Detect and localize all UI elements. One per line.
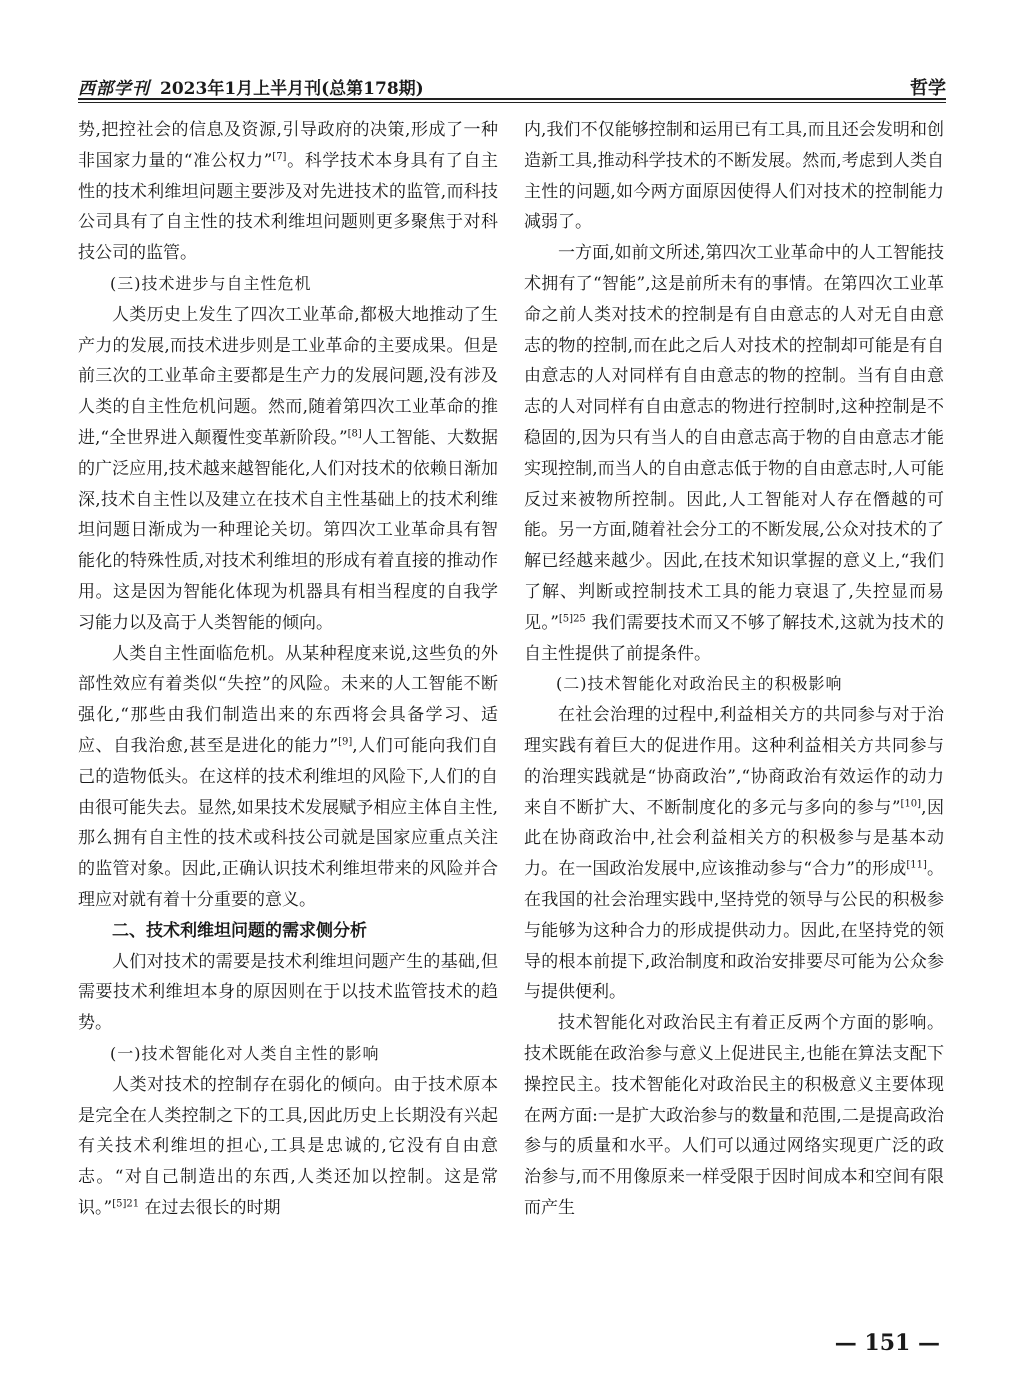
paragraph: 在社会治理的过程中,利益相关方的共同参与对于治理实践有着巨大的促进作用。这种利益相关方共同参与的治理实践就是“协商政治”,“协商政治有效运作的动力来自不断扩大、不断制度化的多元与多向的参与”[10],因此在协商政治中,社会利益相关方的积极参与是基本动力。在一国政治发展中,应该推动参与“合力”的形成[11]。在我国的社会治理实践中,坚持党的领导与公民的积极参与能够为这种合力的形成提供动力。因此,在坚持党的领导的根本前提下,政治制度和政治安排要尽可能为公众参与提供便利。 [524,705,944,1003]
citation: [7] [272,151,287,163]
header-rule [78,98,946,100]
page-number: — 151 — [834,1330,940,1356]
paragraph: 人类历史上发生了四次工业革命,都极大地推动了生产力的发展,而技术进步则是工业革命的主要成果。但是前三次的工业革命主要都是生产力的发展问题,没有涉及人类的自主性危机问题。然而,随着第四次工业革命的推进,“全世界进入颠覆性变革新阶段。”[8]人工智能、大数据的广泛应用,技术越来越智能化,人们对技术的依赖日渐加深,技术自主性以及建立在技术自主性基础上的技术利维坦问题日渐成为一种理论关切。第四次工业革命具有智能化的特殊性质,对技术利维坦的形成有着直接的推动作用。这是因为智能化体现为机器具有相当程度的自我学习能力以及高于人类智能的倾向。 [78,304,498,633]
section-name: 哲学 [910,78,946,99]
left-column [78,115,498,1224]
subsection-heading: (三)技术进步与自主性危机 [110,273,312,293]
citation: [5]21 [112,1198,140,1210]
subsection-heading: (一)技术智能化对人类自主性的影响 [110,1043,380,1063]
citation: [9] [338,736,353,748]
section-heading: 二、技术利维坦问题的需求侧分析 [112,920,367,941]
citation: [11] [906,859,927,871]
journal-logo: 西部学刊 [78,79,150,99]
paragraph: 内,我们不仅能够控制和运用已有工具,而且还会发明和创造新工具,推动科学技术的不断发展。然而,考虑到人类自主性的问题,如今两方面原因使得人们对技术的控制能力减弱了。 [524,120,944,233]
paragraph: 技术智能化对政治民主有着正反两个方面的影响。技术既能在政治参与意义上促进民主,也能在算法支配下操控民主。技术智能化对政治民主的积极意义主要体现在两方面:一是扩大政治参与的数量和范围,二是提高政治参与的质量和水平。人们可以通过网络实现更广泛的政治参与,而不用像原来一样受限于因时间成本和空间有限而产生 [524,1013,944,1218]
paragraph: 人类自主性面临危机。从某种程度来说,这些负的外部性效应有着类似“失控”的风险。未来的人工智能不断强化,“那些由我们制造出来的东西将会具备学习、适应、自我治愈,甚至是进化的能力”[9],人们可能向我们自己的造物低头。在这样的技术利维坦的风险下,人们的自由很可能失去。显然,如果技术发展赋予相应主体自主性,那么拥有自主性的技术或科技公司就是国家应重点关注的监管对象。因此,正确认识技术利维坦带来的风险并合理应对就有着十分重要的意义。 [78,643,498,910]
paragraph: 人类对技术的控制存在弱化的倾向。由于技术原本是完全在人类控制之下的工具,因此历史上长期没有兴起有关技术利维坦的担心,工具是忠诚的,它没有自由意志。“对自己制造出的东西,人类还加以控制。这是常识。”$^{[5]21}$ 在过去很长的时期 [78,1074,498,1218]
paragraph: 势,把控社会的信息及资源,引导政府的决策,形成了一种非国家力量的“准公权力”[7]。科学技术本身具有了自主性的技术利维坦问题主要涉及对先进技术的监管,而科技公司具有了自主性的技术利维坦问题则更多聚焦于对科技公司的监管。 [78,120,499,264]
header-rule-thin [78,102,946,103]
paragraph: 一方面,如前文所述,第四次工业革命中的人工智能技术拥有了“智能”,这是前所未有的事情。在第四次工业革命之前人类对技术的控制是有自由意志的人对无自由意志的物的控制,而在此之后人对技术的控制却可能是有自由意志的人对同样有自由意志的物的控制。当有自由意志的人对同样有自由意志的物进行控制时,这种控制是不稳固的,因为只有当人的自由意志高于物的自由意志才能实现控制,而当人的自由意志低于物的自由意志时,人可能反过来被物所控制。因此,人工智能对人存在僭越的可能。另一方面,随着社会分工的不断发展,公众对技术的了解已经越来越少。因此,在技术知识掌握的意义上,“我们了解、判断或控制技术工具的能力衰退了,失控显而易见。”$^{[5]25}$ 我们需要技术而又不够了解技术,这就为技术的自主性提供了前提条件。 [524,243,944,664]
journal-issue: 2023年1月上半月刊(总第178期) [160,79,424,99]
citation: [5]25 [558,613,586,625]
subsection-heading: (二)技术智能化对政治民主的积极影响 [556,674,843,694]
right-column [524,115,944,1224]
citation: [8] [347,428,362,440]
paragraph: 人们对技术的需要是技术利维坦问题产生的基础,但需要技术利维坦本身的原因则在于以技术监管技术的趋势。 [78,951,498,1034]
citation: [10] [900,797,922,809]
